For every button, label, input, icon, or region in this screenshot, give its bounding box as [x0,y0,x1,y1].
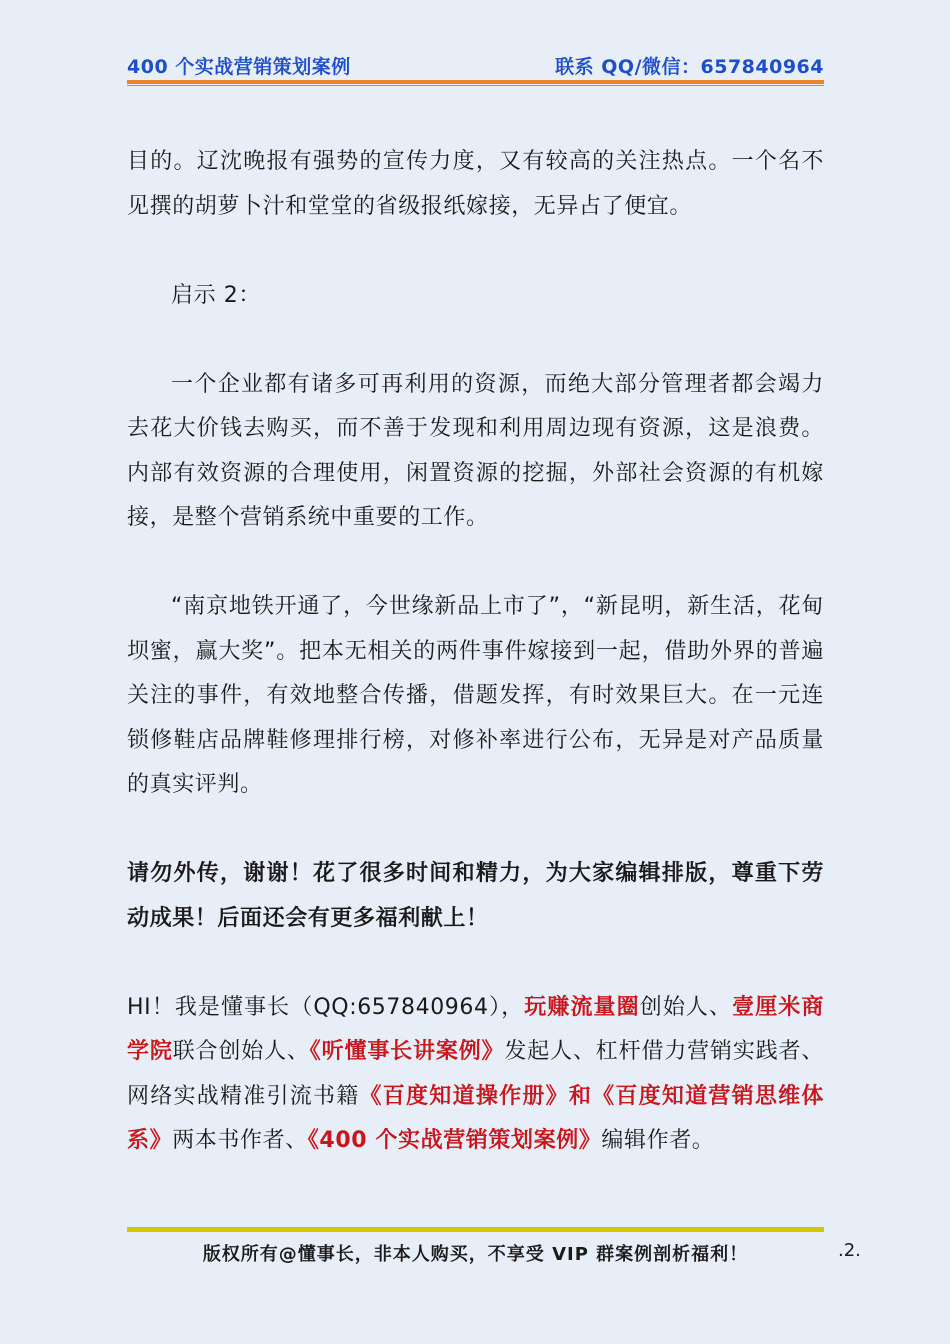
page-header [127,52,824,79]
page-number: .2. [838,1240,861,1261]
paragraph-4: “南京地铁开通了，今世缘新品上市了”，“新昆明，新生活，花甸坝蜜，赢大奖”。把本无相关的两件事件嫁接到一起，借助外界的普遍关注的事件，有效地整合传播，借题发挥，有时效果巨大。在一元连锁修鞋店品牌鞋修理排行榜，对修补率进行公布，无异是对产品质量的真实评判。 [127,594,824,797]
paragraph-3: 一个企业都有诸多可再利用的资源，而绝大部分管理者都会竭力去花大价钱去购买，而不善于发现和利用周边现有资源，这是浪费。内部有效资源的合理使用，闲置资源的挖掘，外部社会资源的有机嫁接，是整个营销系统中重要的工作。 [127,371,824,530]
intro-text-2: 创始人、 [639,994,733,1020]
header-rule-thin [127,85,824,86]
intro-highlight-1: 玩赚流量圈 [524,994,640,1020]
intro-highlight-3: 《听懂事长讲案例》 [309,1039,505,1064]
intro-paragraph [127,986,824,1164]
paragraph-1: 目的。辽沈晚报有强势的宣传力度，又有较高的关注热点。一个名不见撰的胡萝卜汁和堂堂的省级报纸嫁接，无异占了便宜。 [127,149,824,219]
header-rule [127,80,824,84]
footer-rule [127,1227,824,1232]
intro-text-3: 联合创始人、 [172,1039,310,1064]
paragraph-heading-2: 启示 2： [171,282,261,308]
intro-highlight-4: 《百度知道操作册》和《百度知道营销思维体系》 [127,1083,824,1153]
header-title: 400 个实战营销策划案例 [127,56,351,78]
footer-copyright: 版权所有@懂事长，非本人购买，不享受 VIP 群案例剖析福利！ [202,1244,749,1265]
intro-text-5: 两本书作者、 [172,1128,308,1153]
header-contact: 联系 QQ/微信：657840964 [555,56,824,78]
intro-highlight-2: 壹厘米商学院 [127,994,824,1064]
intro-text-6: 编辑作者。 [601,1128,715,1153]
intro-text-1: HI！我是懂事长（QQ:657840964）， [127,994,525,1020]
document-body [127,140,824,1164]
notice-paragraph: 请勿外传，谢谢！花了很多时间和精力，为大家编辑排版，尊重下劳动成果！后面还会有更多福利献上！ [127,861,824,931]
intro-highlight-5: 《400 个实战营销策划案例》 [307,1128,602,1153]
intro-text-4: 发起人、杠杆借力营销实践者、网络实战精准引流书籍 [127,1039,825,1109]
